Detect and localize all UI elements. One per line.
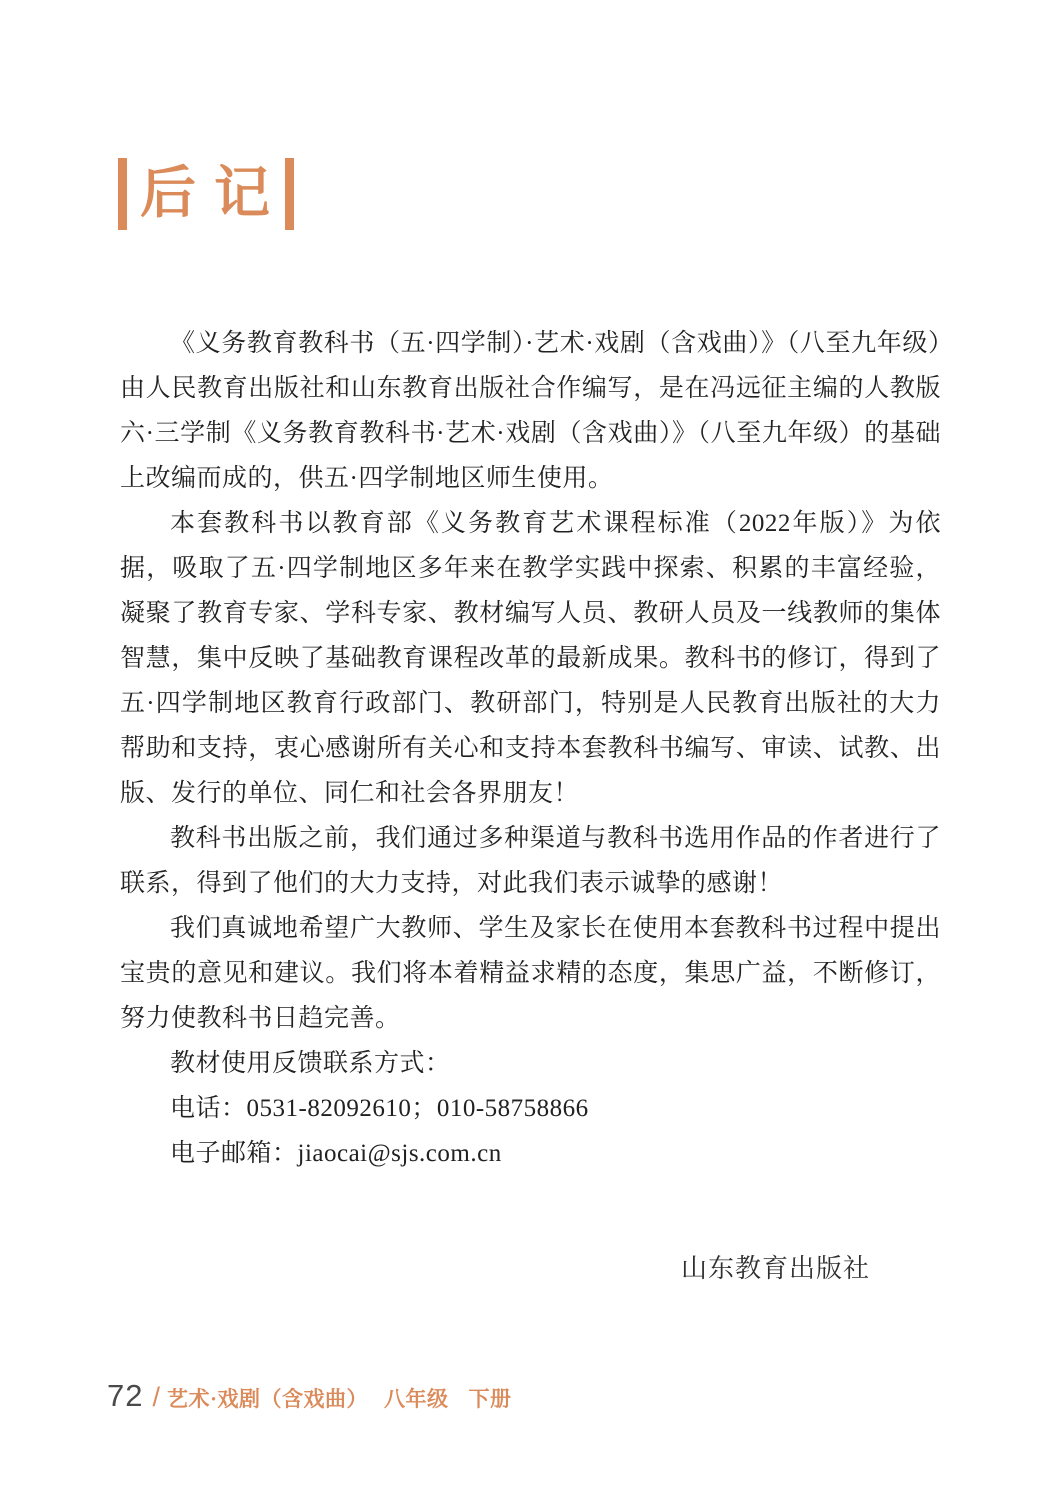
- footer-grade-label: 八年级: [384, 1387, 449, 1411]
- footer-page-number: 72: [107, 1378, 144, 1413]
- page-title-text: 后 记: [140, 163, 272, 225]
- footer-volume-label: 下册: [468, 1387, 512, 1411]
- title-left-bar: [118, 158, 127, 230]
- footer-slash-separator: /: [152, 1382, 160, 1412]
- page-title: [118, 158, 294, 230]
- contact-heading: 教材使用反馈联系方式：: [170, 1050, 451, 1077]
- paragraph-feedback-hope: 我们真诚地希望广大教师、学生及家长在使用本套教科书过程中提出宝贵的意见和建议。我们将本着精益求精的态度，集思广益，不断修订，努力使教科书日趋完善。: [120, 915, 941, 1032]
- body-content: [120, 321, 941, 1176]
- contact-phone: 电话：0531-82092610；010-58758866: [170, 1095, 589, 1122]
- publisher-name: 山东教育出版社: [680, 1253, 870, 1283]
- paragraph-origin: 《义务教育教科书（五·四学制）·艺术·戏剧（含戏曲）》（八至九年级）由人民教育出版社和山东教育出版社合作编写，是在冯远征主编的人教版六·三学制《义务教育教科书·艺术·戏剧（含戏曲）》（八至九年级）的基础上改编而成的，供五·四学制地区师生使用。: [120, 330, 941, 492]
- page-footer: [107, 1378, 512, 1414]
- contact-email: 电子邮箱：jiaocai@sjs.com.cn: [170, 1140, 502, 1167]
- paragraph-basis: 本套教科书以教育部《义务教育艺术课程标准（2022年版）》为依据，吸取了五·四学制地区多年来在教学实践中探索、积累的丰富经验，凝聚了教育专家、学科专家、教材编写人员、教研人员及一线教师的集体智慧，集中反映了基础教育课程改革的最新成果。教科书的修订，得到了五·四学制地区教育行政部门、教研部门，特别是人民教育出版社的大力帮助和支持，衷心感谢所有关心和支持本套教科书编写、审读、试教、出版、发行的单位、同仁和社会各界朋友！: [120, 510, 941, 807]
- footer-book-title: 艺术·戏剧（含戏曲）: [167, 1387, 369, 1411]
- paragraph-thanks-authors: 教科书出版之前，我们通过多种渠道与教科书选用作品的作者进行了联系，得到了他们的大力支持，对此我们表示诚挚的感谢！: [120, 825, 941, 897]
- title-right-bar: [285, 158, 294, 230]
